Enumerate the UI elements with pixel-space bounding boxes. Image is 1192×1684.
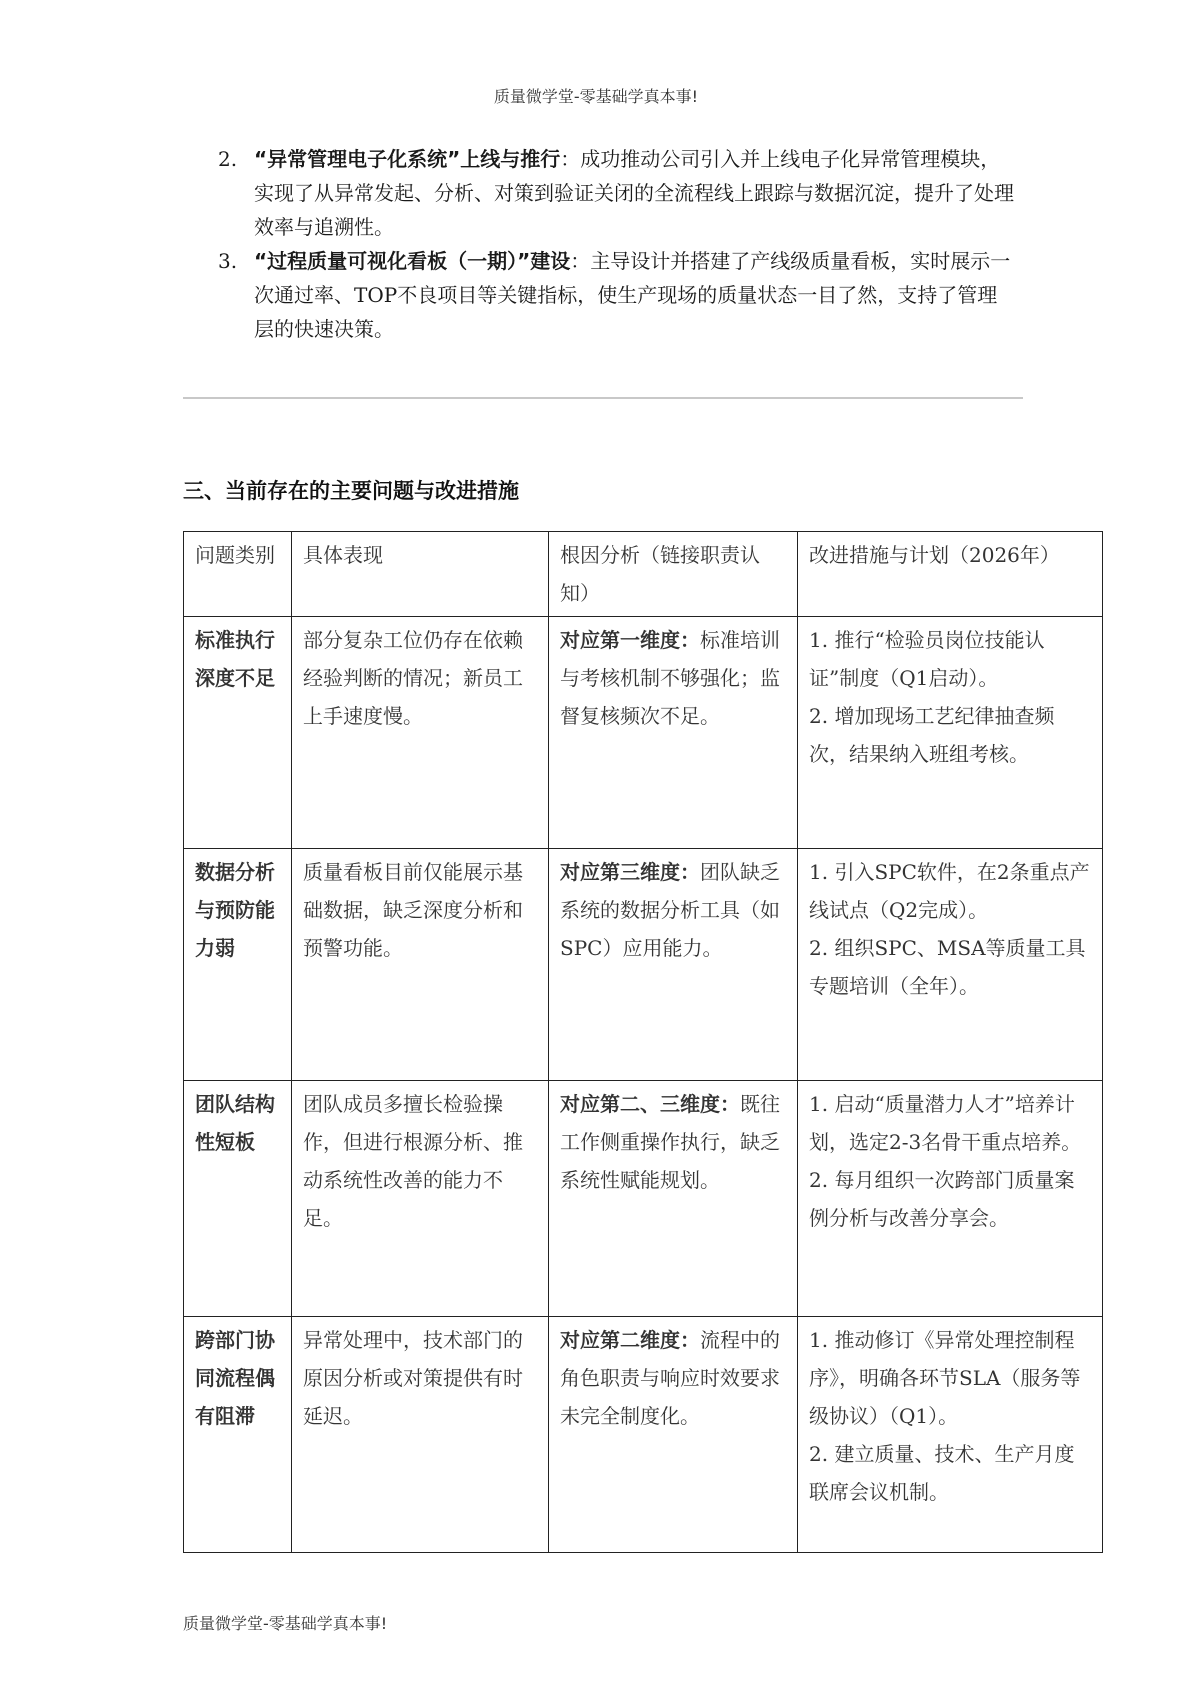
header-cell-symptom: 具体表现 — [292, 532, 549, 617]
symptom-cell: 质量看板目前仅能展示基础数据，缺乏深度分析和预警功能。 — [292, 849, 549, 1081]
header-cell-actions: 改进措施与计划（2026年） — [798, 532, 1103, 617]
symptom-cell: 部分复杂工位仍存在依赖经验判断的情况；新员工上手速度慢。 — [292, 617, 549, 849]
cause-text: 流程中的角色职责与响应时效要求未完全制度化。 — [560, 1328, 780, 1428]
actions-cell — [798, 1317, 1103, 1553]
cause-cell — [549, 1317, 798, 1553]
list-item — [218, 244, 1018, 346]
category-cell: 团队结构性短板 — [184, 1081, 292, 1317]
category-cell: 数据分析与预防能力弱 — [184, 849, 292, 1081]
table-row — [184, 849, 1103, 1081]
page-header: 质量微学堂-零基础学真本事! — [493, 87, 699, 106]
section-title: 三、当前存在的主要问题与改进措施 — [183, 479, 519, 503]
action-item: 1. 引入SPC软件，在2条重点产线试点（Q2完成）。 — [809, 860, 1090, 922]
list-item-body — [254, 244, 1014, 346]
cause-text: 标准培训与考核机制不够强化；监督复核频次不足。 — [560, 628, 780, 728]
table-header-row — [184, 532, 1103, 617]
list-number: 3. — [218, 249, 238, 273]
symptom-cell: 异常处理中，技术部门的原因分析或对策提供有时延迟。 — [292, 1317, 549, 1553]
header-cell-cause: 根因分析（链接职责认知） — [549, 532, 798, 617]
action-item: 1. 推动修订《异常处理控制程序》，明确各环节SLA（服务等级协议）（Q1）。 — [809, 1328, 1081, 1428]
issues-table — [183, 531, 1103, 1553]
cause-text: 既往工作侧重操作执行，缺乏系统性赋能规划。 — [560, 1092, 780, 1192]
actions-cell — [798, 617, 1103, 849]
actions-cell — [798, 849, 1103, 1081]
list-number: 2. — [218, 147, 238, 171]
category-cell: 跨部门协同流程偶有阻滞 — [184, 1317, 292, 1553]
page-footer: 质量微学堂-零基础学真本事! — [183, 1614, 388, 1633]
list-item-title: “异常管理电子化系统”上线与推行 — [254, 147, 561, 171]
action-item: 2. 增加现场工艺纪律抽查频次，结果纳入班组考核。 — [809, 704, 1055, 766]
action-item: 1. 启动“质量潜力人才”培养计划，选定2-3名骨干重点培养。 — [809, 1092, 1082, 1154]
list-item-text: ：主导设计并搭建了产线级质量看板，实时展示一次通过率、TOP不良项目等关键指标，使生产现场的质量状态一目了然，支持了管理层的快速决策。 — [254, 249, 1011, 341]
cause-cell — [549, 1081, 798, 1317]
table-row — [184, 1317, 1103, 1553]
actions-cell — [798, 1081, 1103, 1317]
cause-cell — [549, 617, 798, 849]
cause-cell — [549, 849, 798, 1081]
action-item: 2. 建立质量、技术、生产月度联席会议机制。 — [809, 1442, 1075, 1504]
action-item: 2. 组织SPC、MSA等质量工具专题培训（全年）。 — [809, 936, 1086, 998]
cause-text: 团队缺乏系统的数据分析工具（如SPC）应用能力。 — [560, 860, 780, 960]
list-item-text: ：成功推动公司引入并上线电子化异常管理模块，实现了从异常发起、分析、对策到验证关闭的全流程线上跟踪与数据沉淀，提升了处理效率与追溯性。 — [254, 147, 1014, 239]
action-item: 1. 推行“检验员岗位技能认证”制度（Q1启动）。 — [809, 628, 1045, 690]
header-cell-category: 问题类别 — [184, 532, 292, 617]
action-item: 2. 每月组织一次跨部门质量案例分析与改善分享会。 — [809, 1168, 1075, 1230]
horizontal-divider — [183, 397, 1023, 399]
list-item-title: “过程质量可视化看板（一期）”建设 — [254, 249, 571, 273]
symptom-cell: 团队成员多擅长检验操作，但进行根源分析、推动系统性改善的能力不足。 — [292, 1081, 549, 1317]
achievement-list — [218, 142, 1018, 346]
list-item — [218, 142, 1018, 244]
category-cell: 标准执行深度不足 — [184, 617, 292, 849]
cause-dimension: 对应第二、三维度： — [560, 1092, 740, 1116]
cause-dimension: 对应第二维度： — [560, 1328, 700, 1352]
list-item-body — [254, 142, 1014, 244]
cause-dimension: 对应第三维度： — [560, 860, 700, 884]
cause-dimension: 对应第一维度： — [560, 628, 700, 652]
table-row — [184, 1081, 1103, 1317]
table-row — [184, 617, 1103, 849]
